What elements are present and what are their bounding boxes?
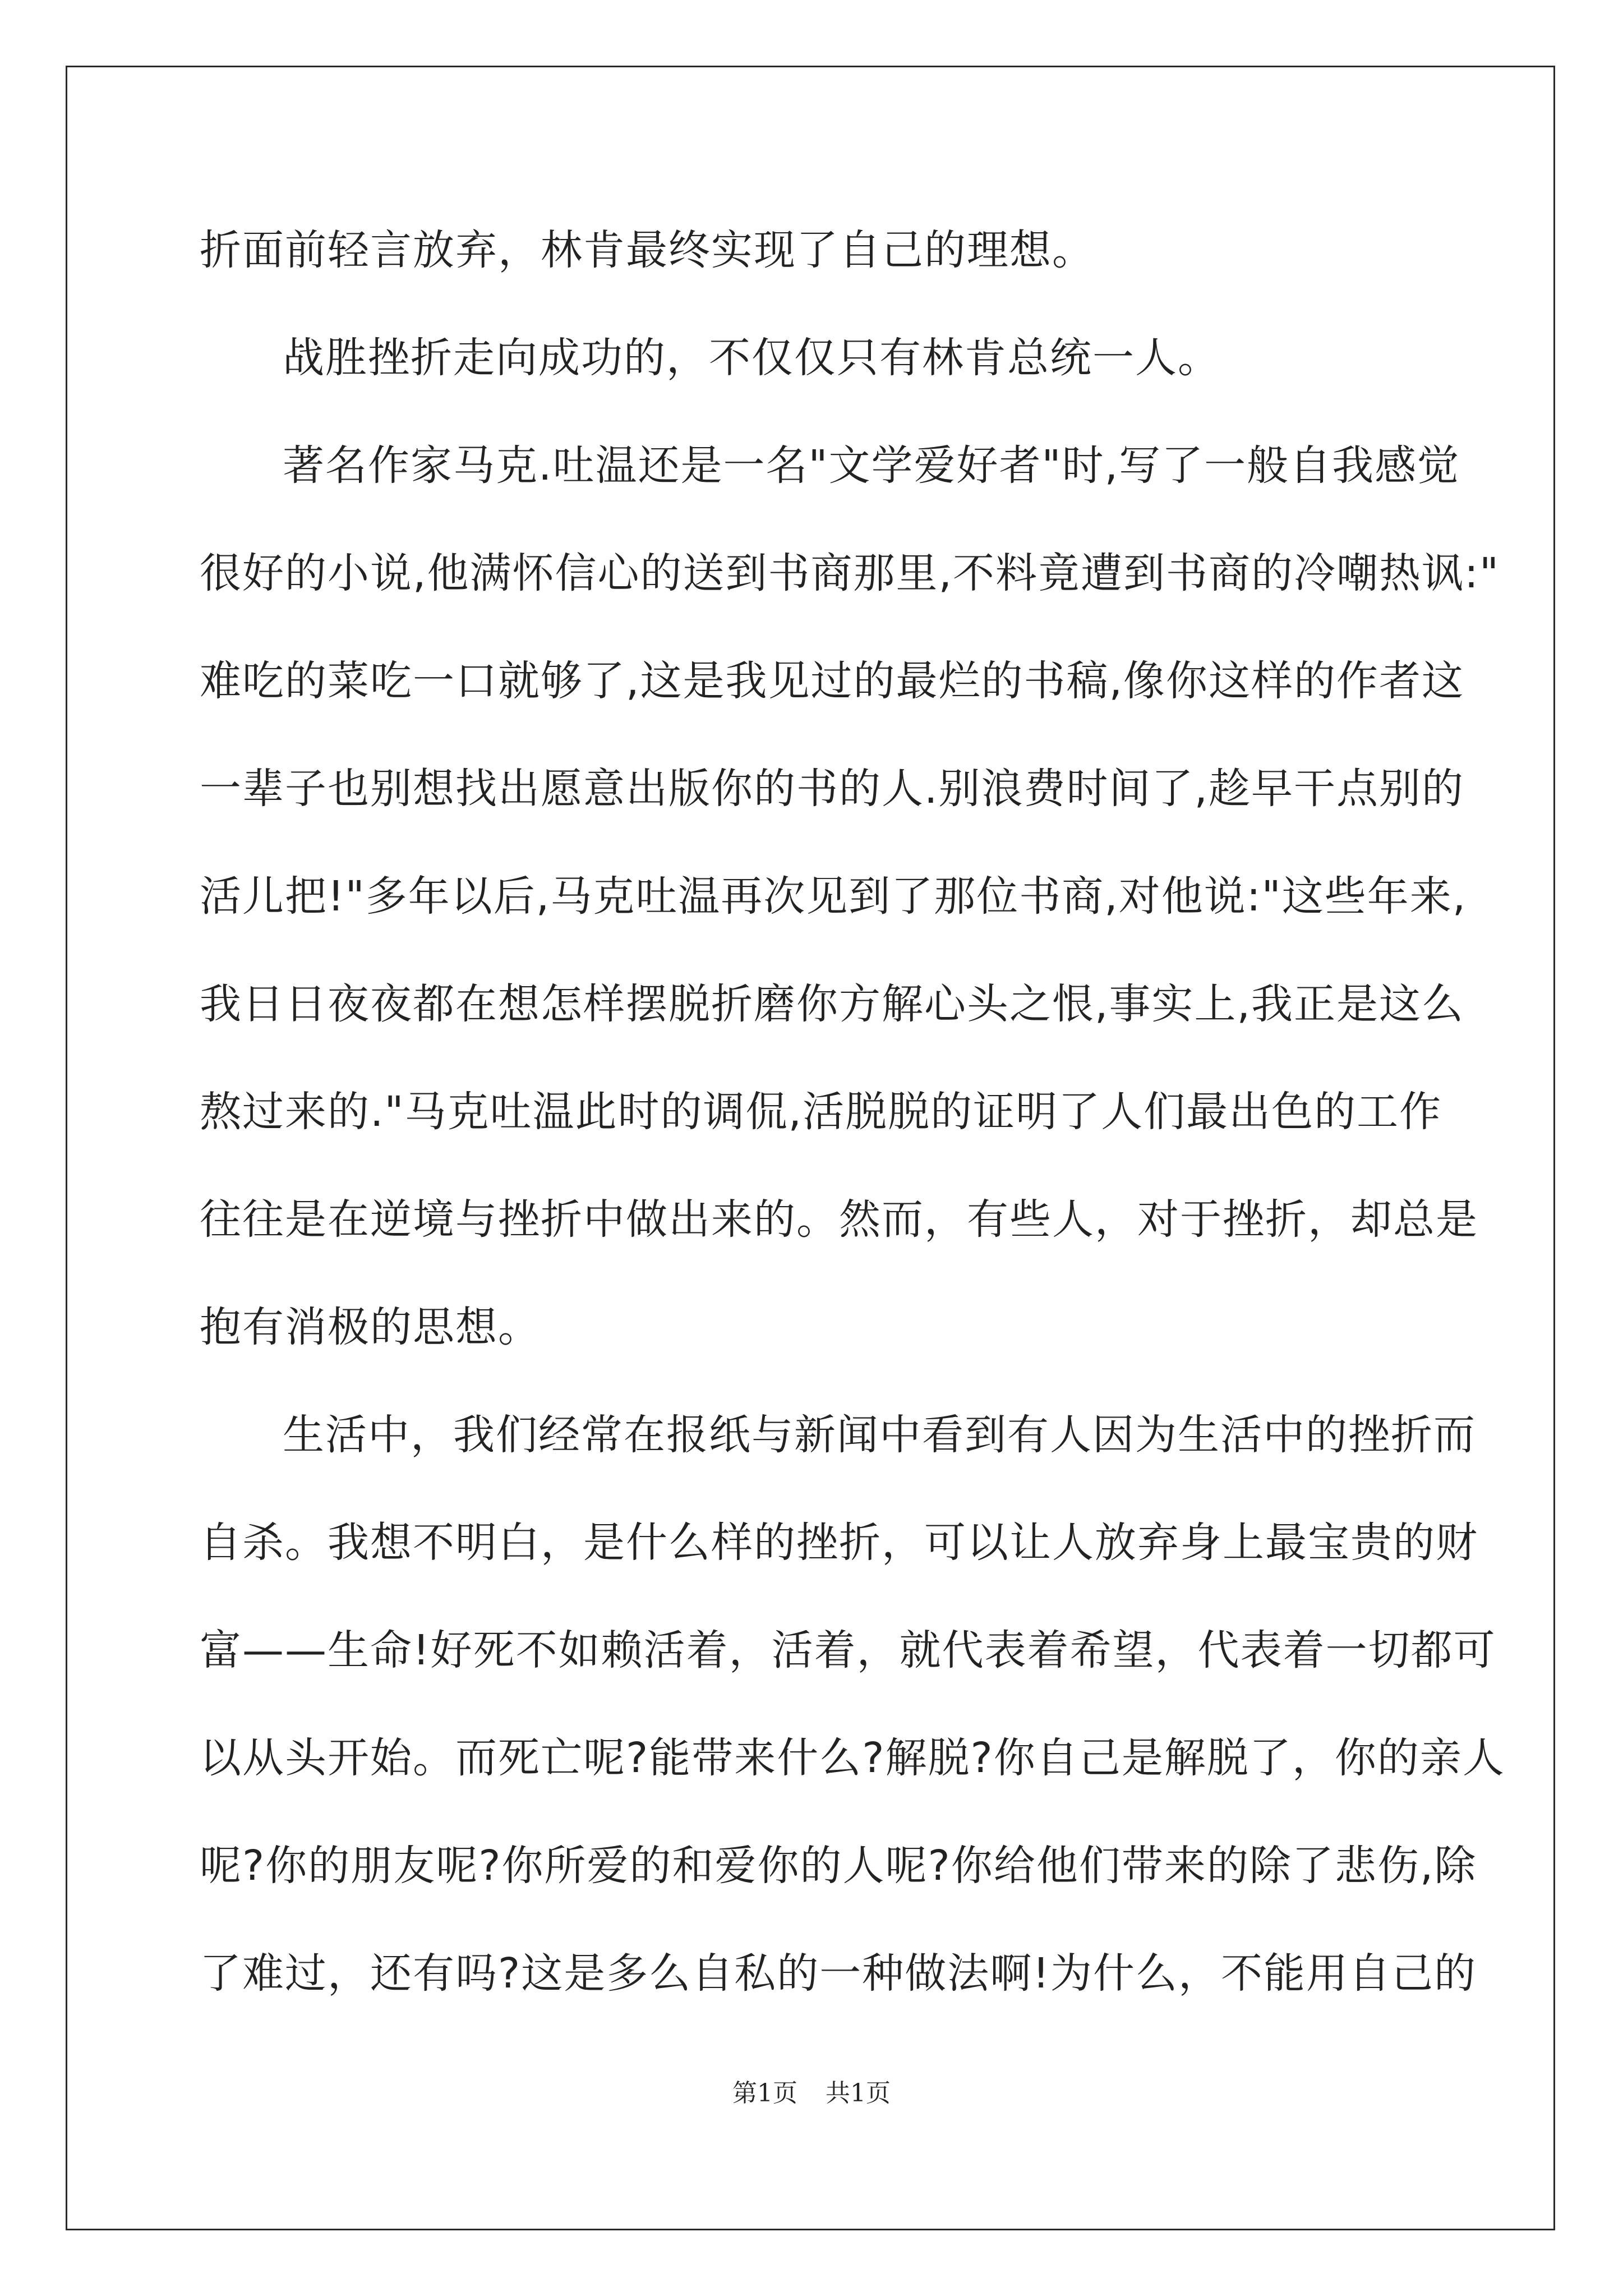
page-number-total: 共1页 [826, 2079, 891, 2108]
text-line: 呢?你的朋友呢?你所爱的和爱你的人呢?你给他们带来的除了悲伤,除 [200, 1842, 1477, 1890]
text-line: 往往是在逆境与挫折中做出来的。然而，有些人，对于挫折，却总是 [200, 1195, 1478, 1244]
text-line: 难吃的菜吃一口就够了,这是我见过的最烂的书稿,像你这样的作者这 [200, 657, 1465, 705]
text-line: 富——生命!好死不如赖活着，活着，就代表着希望，代表着一切都可 [200, 1626, 1496, 1674]
text-line: 自杀。我想不明白，是什么样的挫折，可以让人放弃身上最宝贵的财 [200, 1519, 1478, 1567]
document-body [200, 196, 1505, 2027]
text-line: 一辈子也别想找出愿意出版你的书的人.别浪费时间了,趁早干点别的 [200, 765, 1465, 813]
text-line: 很好的小说,他满怀信心的送到书商那里,不料竟遭到书商的冷嘲热讽:" [200, 549, 1500, 597]
text-line: 我日日夜夜都在想怎样摆脱折磨你方解心头之恨,事实上,我正是这么 [200, 980, 1465, 1028]
text-line: 折面前轻言放弃，林肯最终实现了自己的理想。 [200, 226, 1095, 274]
text-line: 以从头开始。而死亡呢?能带来什么?解脱?你自己是解脱了，你的亲人 [200, 1734, 1505, 1782]
text-line: 抱有消极的思想。 [200, 1303, 541, 1351]
text-line: 熬过来的."马克吐温此时的调侃,活脱脱的证明了人们最出色的工作 [200, 1088, 1442, 1136]
page-footer [0, 2073, 1623, 2109]
text-line: 生活中，我们经常在报纸与新闻中看到有人因为生活中的挫折而 [283, 1411, 1476, 1459]
text-line: 著名作家马克.吐温还是一名"文学爱好者"时,写了一般自我感觉 [283, 441, 1460, 490]
text-line: 战胜挫折走向成功的，不仅仅只有林肯总统一人。 [283, 334, 1220, 382]
text-line: 活儿把!"多年以后,马克吐温再次见到了那位书商,对他说:"这些年来, [200, 872, 1467, 921]
page-number-current: 第1页 [732, 2079, 797, 2108]
text-line: 了难过，还有吗?这是多么自私的一种做法啊!为什么，不能用自己的 [200, 1949, 1477, 1998]
